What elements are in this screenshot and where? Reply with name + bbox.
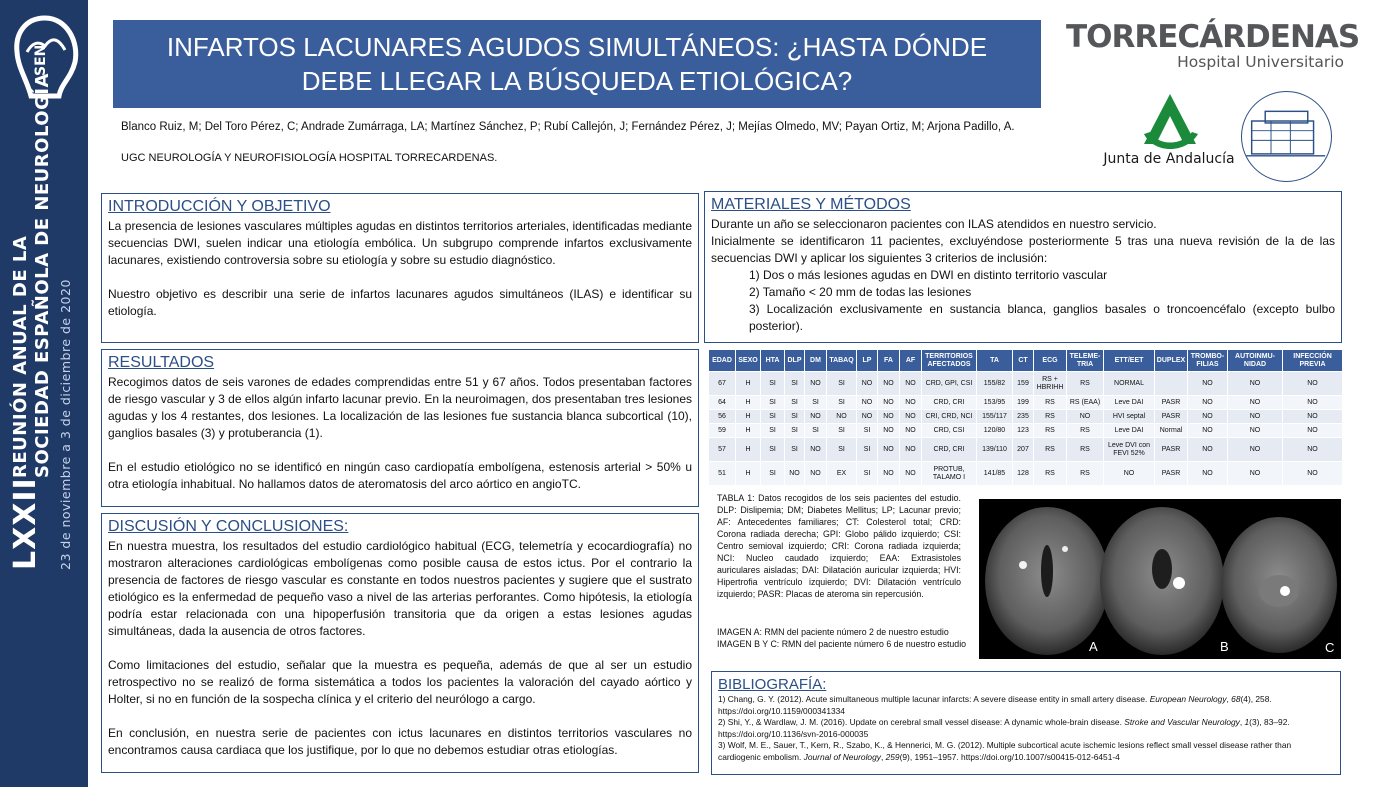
- junta-andalucia-text: Junta de Andalucía: [1103, 151, 1235, 167]
- table-header-cell: LP: [857, 350, 878, 372]
- mri-label-c: C: [1325, 640, 1335, 655]
- table-header-cell: ECG: [1034, 350, 1067, 372]
- table-cell: [1155, 372, 1188, 396]
- table-header-cell: DLP: [785, 350, 805, 372]
- mri-scans: [979, 499, 1341, 659]
- table-cell: SI: [827, 396, 857, 410]
- table-cell: 123: [1013, 424, 1034, 438]
- table-cell: CRI, CRD, NCI: [922, 410, 977, 424]
- table-cell: SI: [785, 372, 805, 396]
- reference-3: 3) Wolf, M. E., Sauer, T., Kern, R., Szabo, K., & Hennerici, M. G. (2012). Multiple subcortical acute ischemic lesions reflect small vessel disease rather than cardiogenic embolism. Journal of Neurology, 259(9), 1951–1957. https://doi.org/10.1007/s00415-012-6451-4: [718, 740, 1292, 762]
- table-cell: PASR: [1155, 438, 1188, 462]
- table-row: [709, 424, 1343, 438]
- table-header-cell: HTA: [761, 350, 785, 372]
- table-cell: SI: [857, 424, 878, 438]
- table-cell: EX: [827, 462, 857, 486]
- table-header-cell: EDAD: [709, 350, 736, 372]
- intro-paragraph-2: Nuestro objetivo es describir una serie de infartos lacunares agudos simultáneos (ILAS) e identificar su etiología.: [108, 287, 692, 318]
- table-cell: NO: [1228, 438, 1283, 462]
- table-cell: NO: [857, 396, 878, 410]
- table-cell: SI: [761, 372, 785, 396]
- results-paragraph-1: Recogimos datos de seis varones de edades comprendidas entre 51 y 67 años. Todos presentaban factores de riesgo vascular y 3 de ellos algún infarto lacunar previo. En la neuroimagen, dos presentaban tres lesiones agudas y los 4 restantes, dos lesiones. La localización de las lesiones fue sustancia blanca subcortical (10), ganglios basales (3) y protuberancia (1).: [108, 375, 692, 440]
- table-cell: SI: [827, 372, 857, 396]
- image-caption-bc: IMAGEN B Y C: RMN del paciente número 6 de nuestro estudio: [717, 639, 967, 649]
- congress-line2: SOCIEDAD ESPAÑOLA DE NEUROLOGÍA: [32, 73, 53, 478]
- mri-label-b: B: [1220, 639, 1229, 654]
- congress-date: 23 de noviembre a 3 de diciembre de 2020: [58, 279, 73, 570]
- table-cell: SI: [785, 438, 805, 462]
- table-cell: NO: [805, 410, 827, 424]
- table-cell: 64: [709, 396, 736, 410]
- table-cell: NO: [805, 438, 827, 462]
- image-captions: [717, 626, 973, 650]
- table-header-cell: AF: [900, 350, 922, 372]
- methods-section: [704, 191, 1342, 343]
- table-cell: SI: [761, 462, 785, 486]
- table-cell: SI: [827, 424, 857, 438]
- table-cell: H: [736, 462, 761, 486]
- methods-paragraph-2: Inicialmente se identificaron 11 pacientes, excluyéndose posteriormente 5 tras una nueva revisión de la de las secuencias DWI y aplicar los siguientes 3 criterios de inclusión:: [711, 234, 1335, 265]
- results-heading: RESULTADOS: [108, 354, 215, 371]
- table-cell: 159: [1013, 372, 1034, 396]
- table-cell: NO: [1283, 424, 1343, 438]
- table-cell: RS: [1034, 424, 1067, 438]
- table-cell: NO: [1228, 424, 1283, 438]
- methods-paragraph-1: Durante un año se seleccionaron pacientes con ILAS atendidos en nuestro servicio.: [711, 217, 1157, 231]
- table-row: [709, 410, 1343, 424]
- table-cell: PASR: [1155, 462, 1188, 486]
- table-cell: NO: [785, 462, 805, 486]
- discussion-section: [101, 513, 699, 773]
- table-cell: SI: [761, 396, 785, 410]
- table-cell: Leve DAI: [1104, 396, 1155, 410]
- table-cell: 153/95: [977, 396, 1013, 410]
- hospital-building-icon: [1241, 91, 1332, 182]
- table-cell: SI: [857, 438, 878, 462]
- table-cell: NO: [1283, 462, 1343, 486]
- table-header-cell: FA: [878, 350, 900, 372]
- table-cell: RS: [1067, 372, 1104, 396]
- table-cell: NO: [1188, 410, 1228, 424]
- table-cell: RS (EAA): [1067, 396, 1104, 410]
- congress-banner: [0, 0, 88, 787]
- table-cell: NO: [1188, 438, 1228, 462]
- table-cell: NO: [878, 410, 900, 424]
- table-cell: NO: [878, 438, 900, 462]
- table-header-cell: INFECCIÓN PREVIA: [1283, 350, 1343, 372]
- table-cell: SI: [805, 396, 827, 410]
- authors: Blanco Ruiz, M; Del Toro Pérez, C; Andrade Zumárraga, LA; Martínez Sánchez, P; Rubí Callejón, J; Fernández Pérez, J; Mejías Olmedo, MV; Payan Ortiz, M; Arjona Padillo, A.: [121, 121, 1015, 133]
- table-cell: NO: [1067, 410, 1104, 424]
- table-caption: TABLA 1: Datos recogidos de los seis pacientes del estudio. DLP: Dislipemia; DM; Diabetes Mellitus; LP; Lacunar previo; AF: Antecedentes familiares; CT: Colesterol total; CRD: Corona radiada derecha; GPI: Globo pálido izquierdo; CSI: Centro semioval izquierdo; CRI: Corona radiada izquierda; NCI: Nucleo caudado izquierdo; EAA: Extrasistoles auriculares aisladas; DAI: Dilatación auricular izquierda; HVI: Hipertrofia ventrículo izquierdo; DVI: Dilatación ventrículo izquierdo; PASR: Placas de ateroma sin repercusión.: [717, 493, 961, 599]
- poster-title: INFARTOS LACUNARES AGUDOS SIMULTÁNEOS: ¿HASTA DÓNDE DEBE LLEGAR LA BÚSQUEDA ETIOLÓGICA?: [113, 20, 1041, 108]
- table-cell: NO: [805, 372, 827, 396]
- discussion-heading: DISCUSIÓN Y CONCLUSIONES:: [108, 518, 349, 535]
- table-cell: RS: [1034, 410, 1067, 424]
- table-cell: 56: [709, 410, 736, 424]
- methods-criterion-1: 1) Dos o más lesiones agudas en DWI en distinto territorio vascular: [749, 268, 1108, 282]
- table-header-cell: TA: [977, 350, 1013, 372]
- table-cell: H: [736, 410, 761, 424]
- table-row: [709, 396, 1343, 410]
- congress-line1: REUNIÓN ANUAL DE LA: [10, 235, 31, 478]
- hospital-logo-sub: Hospital Universitario: [1177, 53, 1344, 71]
- mri-label-a: A: [1089, 639, 1098, 654]
- table-header-cell: TELEME-TRIA: [1067, 350, 1104, 372]
- table-cell: SI: [805, 424, 827, 438]
- table-cell: 128: [1013, 462, 1034, 486]
- mri-images: [979, 499, 1341, 659]
- table-cell: SI: [827, 438, 857, 462]
- image-caption-a: IMAGEN A: RMN del paciente número 2 de nuestro estudio: [717, 627, 949, 637]
- table-header-cell: DM: [805, 350, 827, 372]
- table-cell: NO: [878, 372, 900, 396]
- table-cell: SI: [761, 410, 785, 424]
- table-cell: 120/80: [977, 424, 1013, 438]
- table-cell: RS + HBRIHH: [1034, 372, 1067, 396]
- table-cell: PROTUB, TALAMO I: [922, 462, 977, 486]
- table-cell: NO: [900, 410, 922, 424]
- table-cell: NO: [1283, 372, 1343, 396]
- table-cell: H: [736, 438, 761, 462]
- table-cell: HVI septal: [1104, 410, 1155, 424]
- discussion-paragraph-3: En conclusión, en nuestra serie de pacientes con ictus lacunares en distintos territorios vasculares no encontramos causa cardiaca que los justifique, por lo que no debemos estudiar otras etiologías.: [108, 726, 692, 757]
- table-cell: SI: [785, 396, 805, 410]
- sen-logo-text: SEN: [33, 44, 49, 76]
- table-header-cell: TERRITORIOS AFECTADOS: [922, 350, 977, 372]
- table-cell: NO: [1188, 462, 1228, 486]
- table-cell: NO: [1228, 410, 1283, 424]
- table-cell: NO: [1188, 424, 1228, 438]
- table-cell: RS: [1034, 396, 1067, 410]
- table-header-cell: ETT/EET: [1104, 350, 1155, 372]
- table-cell: H: [736, 396, 761, 410]
- table-cell: CRD, CRI: [922, 438, 977, 462]
- intro-paragraph-1: La presencia de lesiones vasculares múltiples agudas en distintos territorios arteriales, identificadas mediante secuencias DWI, suelen indicar una etiología embólica. Un subgrupo comprende infartos exclusivamente lacunares, existiendo controversia sobre su etiología y sobre su estudio diagnóstico.: [108, 219, 692, 267]
- affiliation: UGC NEUROLOGÍA Y NEUROFISIOLOGÍA HOSPITAL TORRECARDENAS.: [121, 152, 498, 164]
- methods-heading: MATERIALES Y MÉTODOS: [711, 196, 911, 213]
- hospital-logo-name: TORRECÁRDENAS: [1066, 19, 1360, 55]
- table-cell: SI: [785, 410, 805, 424]
- table-cell: SI: [857, 462, 878, 486]
- table-cell: 139/110: [977, 438, 1013, 462]
- table-cell: NORMAL: [1104, 372, 1155, 396]
- table-cell: NO: [1283, 396, 1343, 410]
- table-cell: 57: [709, 438, 736, 462]
- table-cell: SI: [785, 424, 805, 438]
- table-cell: RS: [1067, 424, 1104, 438]
- table-header-cell: AUTOINMU-NIDAD: [1228, 350, 1283, 372]
- table-cell: H: [736, 424, 761, 438]
- table-cell: NO: [1228, 462, 1283, 486]
- table-cell: NO: [857, 410, 878, 424]
- discussion-paragraph-2: Como limitaciones del estudio, señalar que la muestra es pequeña, además de que al ser un estudio retrospectivo no se realizó de forma sistemática a todos los pacientes la valoración del cayado aórtico y Holter, si no en función de la sospecha clínica y el criterio del neurólogo a cargo.: [108, 658, 692, 706]
- table-cell: NO: [1188, 372, 1228, 396]
- table-header-cell: TABAQ: [827, 350, 857, 372]
- table-cell: NO: [1188, 396, 1228, 410]
- patients-table: [708, 349, 1343, 486]
- table-row: [709, 462, 1343, 486]
- table-header-cell: DUPLEX: [1155, 350, 1188, 372]
- table-cell: PASR: [1155, 410, 1188, 424]
- table-header-row: [709, 350, 1343, 372]
- table-header-cell: CT: [1013, 350, 1034, 372]
- table-cell: 141/85: [977, 462, 1013, 486]
- hospital-logo: [1066, 19, 1360, 72]
- table-cell: RS: [1067, 462, 1104, 486]
- table-row: [709, 438, 1343, 462]
- table-cell: NO: [900, 462, 922, 486]
- table-cell: 67: [709, 372, 736, 396]
- table-cell: Leve DAI: [1104, 424, 1155, 438]
- table-cell: CRD, CRI: [922, 396, 977, 410]
- intro-section: [101, 193, 699, 343]
- table-cell: NO: [900, 396, 922, 410]
- reference-1: 1) Chang, G. Y. (2012). Acute simultaneous multiple lacunar infarcts: A severe disease entity in small artery disease. European Neurology, 68(4), 258. https://doi.org/10.1159/000341334: [718, 694, 1272, 716]
- congress-number: LXXII: [8, 477, 43, 570]
- discussion-paragraph-1: En nuestra muestra, los resultados del estudio cardiológico habitual (ECG, telemetría y ecocardiografía) no mostraron alteraciones cardiológicas embolígenas como posible causa de estos ictus. Por el contrario la presencia de factores de riesgo vascular es constante en todos nuestros pacientes y sugiere que el sustrato etiológico es la enfermedad de pequeño vaso a nivel de las arterias perforantes. Como hipótesis, la etiología podría estar relacionada con una hipoperfusión transitoria que da origen a estas lesiones agudas simultáneas, dada la ausencia de otros factores.: [108, 539, 692, 638]
- table-row: [709, 372, 1343, 396]
- table-cell: NO: [878, 396, 900, 410]
- table-cell: NO: [805, 462, 827, 486]
- table-cell: 155/82: [977, 372, 1013, 396]
- table-cell: NO: [1228, 396, 1283, 410]
- table-header-cell: SEXO: [736, 350, 761, 372]
- results-paragraph-2: En el estudio etiológico no se identificó en ningún caso cardiopatía embolígena, estenosis arterial > 50% u otra etiología inhabitual. No hallamos datos de ateromatosis del arco aórtico en angioTC.: [108, 460, 692, 491]
- table-cell: NO: [900, 424, 922, 438]
- reference-2: 2) Shi, Y., & Wardlaw, J. M. (2016). Update on cerebral small vessel disease: A dynamic whole-brain disease. Stroke and Vascular Neurology, 1(3), 83–92. https://doi.org/10.1136/svn-2016-000035: [718, 717, 1290, 739]
- table-cell: 199: [1013, 396, 1034, 410]
- table-cell: 235: [1013, 410, 1034, 424]
- table-cell: NO: [1283, 410, 1343, 424]
- table-cell: SI: [761, 438, 785, 462]
- table-cell: Leve DVI con FEVI 52%: [1104, 438, 1155, 462]
- table-cell: RS: [1034, 438, 1067, 462]
- table-cell: SI: [761, 424, 785, 438]
- table-cell: Normal: [1155, 424, 1188, 438]
- methods-criterion-3: 3) Localización exclusivamente en sustancia blanca, ganglios basales o troncoencéfalo (excepto bulbo posterior).: [749, 302, 1335, 333]
- bibliography-section: [711, 671, 1341, 775]
- table-cell: 59: [709, 424, 736, 438]
- table-cell: H: [736, 372, 761, 396]
- table-cell: NO: [1228, 372, 1283, 396]
- table-cell: PASR: [1155, 396, 1188, 410]
- table-cell: RS: [1067, 438, 1104, 462]
- table-cell: NO: [827, 410, 857, 424]
- table-cell: CRD, GPI, CSI: [922, 372, 977, 396]
- table-cell: NO: [900, 438, 922, 462]
- intro-heading: INTRODUCCIÓN Y OBJETIVO: [108, 198, 331, 215]
- congress-text: [0, 0, 88, 570]
- table-cell: NO: [900, 372, 922, 396]
- table-cell: NO: [878, 462, 900, 486]
- table-cell: 51: [709, 462, 736, 486]
- methods-criterion-2: 2) Tamaño < 20 mm de todas las lesiones: [749, 285, 972, 299]
- table-header-cell: TROMBO-FILIAS: [1188, 350, 1228, 372]
- table-cell: NO: [878, 424, 900, 438]
- table-cell: NO: [1283, 438, 1343, 462]
- table-cell: 207: [1013, 438, 1034, 462]
- table-cell: 155/117: [977, 410, 1013, 424]
- table-cell: CRD, CSI: [922, 424, 977, 438]
- table-cell: RS: [1034, 462, 1067, 486]
- bibliography-heading: BIBLIOGRAFÍA:: [718, 676, 827, 693]
- table-cell: NO: [857, 372, 878, 396]
- results-section: [101, 349, 699, 507]
- table-cell: NO: [1104, 462, 1155, 486]
